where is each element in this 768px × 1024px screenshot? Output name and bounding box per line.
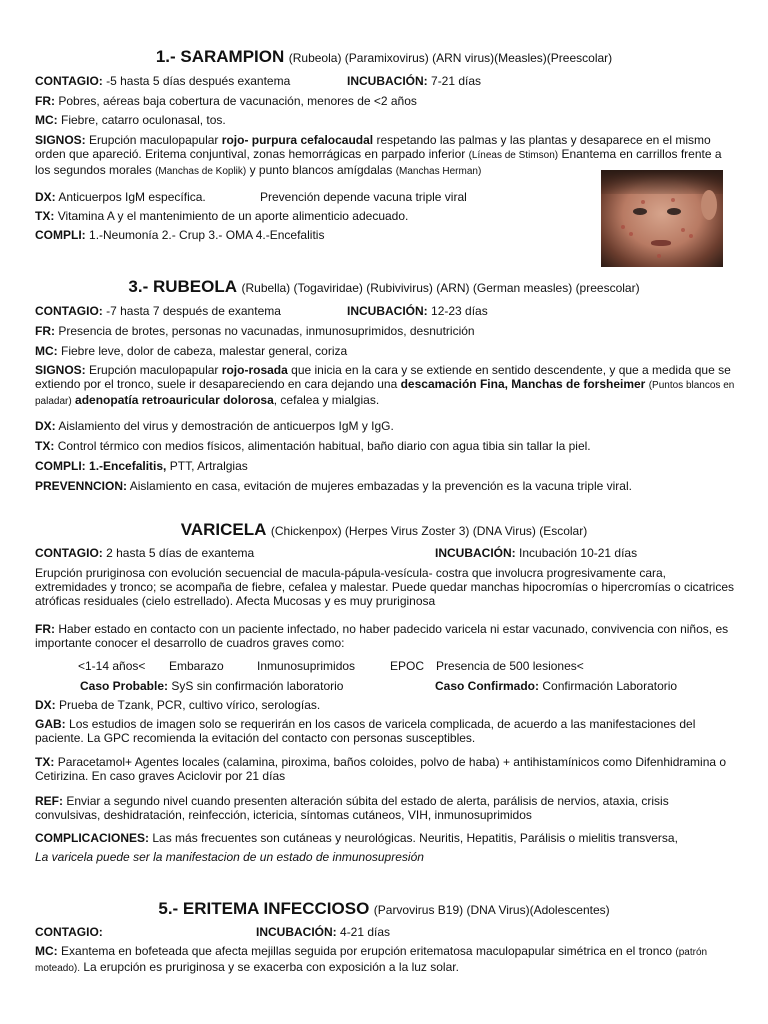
sarampion-mc: MC: Fiebre, catarro oculonasal, tos. [35,113,226,127]
varicela-contagio-row: CONTAGIO: 2 hasta 5 días de exantema INCUBACIÓN: Incubación 10-21 días [35,546,638,560]
sarampion-subtitle: (Rubeola) (Paramixovirus) (ARN virus)(Measles)(Preescolar) [288,51,613,65]
varicela-subtitle: (Chickenpox) (Herpes Virus Zoster 3) (DNA Virus) (Escolar) [270,524,588,538]
measles-child-photo [601,170,723,267]
sarampion-tx: TX: Vitamina A y el mantenimiento de un aporte alimenticio adecuado. [35,209,409,223]
varicela-erupcion: Erupción pruriginosa con evolución secuencial de macula-pápula-vesícula- costra que involucra progresivamente cara, extremidades y tronco; se acompaña de fiebre, cefalea y malestar. Puede quedar manchas hipocromías o hipercromías o cicatrices atróficas residuales (cielo estrellado). Afecta Mucosas y es muy pruriginosa [35,566,735,608]
varicela-gab: GAB: Los estudios de imagen solo se requerirán en los casos de varicela complicada, de acuerdo a las manifestaciones del paciente. La GPC recomienda la evitación del contacto con personas susceptibles. [35,717,696,745]
rubeola-tx: TX: Control térmico con medios físicos, alimentación habitual, baño diario con agua tibia sin tallar la piel. [35,439,591,453]
rubeola-fr: FR: Presencia de brotes, personas no vacunadas, inmunosuprimidos, desnutrición [35,324,475,338]
varicela-complicaciones: COMPLICACIONES: Las más frecuentes son cutáneas y neurológicas. Neuritis, Hepatitis, Parálisis o mielitis transversa, [35,831,678,845]
rubeola-prevencion: PREVENNCION: Aislamiento en casa, evitación de mujeres embazadas y la prevención es la vacuna triple viral. [35,479,632,493]
sarampion-signos: SIGNOS: Erupción maculopapular rojo- purpura cefalocaudal respetando las palmas y las plantas y desaparece en el mismo orden que apareció. Eritema conjuntival, zonas hemorrágicas en parpado inferior (Líneas de Stimson) Enantema en carrillos frente a los segundos morales (Manchas de Koplik) y punto blancos amígdalas (Manchas Herman) [35,133,722,177]
document-page: 1.- SARAMPION (Rubeola) (Paramixovirus) (ARN virus)(Measles)(Preescolar) CONTAGIO: -5 hasta 5 días después exantema INCUBACIÓN: 7-21 días FR: Pobres, aéreas baja cobertura de vacunación, menores de <2 años MC: Fiebre, catarro oculonasal, tos. SIGNOS: Erupción maculopapular rojo- purpura cefalocaudal respetando las palmas y las plantas y desaparece en el mismo orden que apareció. Eritema conjuntival, zonas hemorrágicas en parpado inferior (Líneas de Stimson) Enantema en carrillos frente a los segundos morales (Manchas de Koplik) y punto blancos amígdalas (Manchas Herman) DX: Anticuerpos IgM específica. Prevención depende vacuna triple viral TX: Vitamina A y el mantenimiento de un aporte alimenticio adecuado. COMPLI: 1.-Neumonía 2.- Crup 3.- OMA 4.-Encefalitis 3.- RUBEOLA (Rubella) (Togaviridae) (Rubivivirus) (ARN) (German measles) (preescolar) CONTAGIO: -7 hasta 7 después de exantema INCUBACIÓN: 12-23 días FR: Presencia de brotes, personas no vacunadas, inmunosuprimidos, desnutrición MC: Fiebre leve, dolor de cabeza, malestar general, coriza SIGNOS: Erupción maculopapular rojo-rosada que inicia en la cara y se extiende en sentido descendente, y que a medida que se extiendo por el tronco, suele ir desapareciendo en cara dejando una descamación Fina, Manchas de forsheimer (Puntos blancos en paladar) adenopatía retroauricular dolorosa, cefalea y mialgias. DX: Aislamiento del virus y demostración de anticuerpos IgM y IgG. TX: Control térmico con medios físicos, alimentación habitual, baño diario con agua tibia sin tallar la piel. COMPLI: 1.-Encefalitis, PTT, Artralgias PREVENNCION: Aislamiento en casa, evitación de mujeres embazadas y la prevención es la vacuna triple viral. VARICELA (Chickenpox) (Herpes Virus Zoster 3) (DNA Virus) (Escolar) CONTAGIO: 2 hasta 5 días de exantema INCUBACIÓN: Incubación 10-21 días Erupción pruriginosa con evolución secuencial de macula-pápula-vesícula- costra que involucra progresivamente cara, extremidades y tronco; se acompaña de fiebre, cefalea y malestar. Puede quedar manchas hipocromías o hipercromías o cicatrices atróficas residuales (cielo estrellado). Afecta Mucosas y es muy pruriginosa FR: Haber estado en contacto con un paciente infectado, no haber padecido varicela ni estar vacunado, convivencia con niños, es importante conocer el desarrollo de cuadros graves como: <1-14 años< Embarazo Inmunosuprimidos EPOC Presencia de 500 lesiones< Caso Probable: SyS sin confirmación laboratorio Caso Confirmado: Confirmación Laboratorio DX: Prueba de Tzank, PCR, cultivo vírico, serologías. GAB: Los estudios de imagen solo se requerirán en los casos de varicela complicada, de acuerdo a las manifestaciones del paciente. La GPC recomienda la evitación del contacto con personas susceptibles. TX: Paracetamol+ Agentes locales (calamina, piroxima, baños coloides, polvo de haba) + antihistamínicos como Difenhidramina o Cetirizina. En caso graves Aciclovir por 21 días REF: Enviar a segundo nivel cuando presenten alteración súbita del estado de alerta, parálisis de nervios, ataxia, crisis convulsivas, deshidratación, reinfección, ictericia, síntomas cutáneos, VIH, inmunosuprimidos COMPLICACIONES: Las más frecuentes son cutáneas y neurológicas. Neuritis, Hepatitis, Parálisis o mielitis transversa, La varicela puede ser la manifestacion de un estado de inmunosupresión 5.- ERITEMA INFECCIOSO (Parvovirus B19) (DNA Virus)(Adolescentes) CONTAGIO: INCUBACIÓN: 4-21 días MC: Exantema en bofeteada que afecta mejillas seguida por erupción eritematosa maculopapular simétrica en el tronco (patrón moteado). La erupción es pruriginosa y se exacerba con exposición a la luz solar. [0,0,768,1024]
sarampion-prevencion: Prevención depende vacuna triple viral [260,190,467,204]
eritema-contagio-row: CONTAGIO: INCUBACIÓN: 4-21 días [35,925,391,939]
varicela-title: VARICELA [180,520,267,539]
varicela-dx: DX: Prueba de Tzank, PCR, cultivo vírico, serologías. [35,698,321,712]
sarampion-compli: COMPLI: 1.-Neumonía 2.- Crup 3.- OMA 4.-Encefalitis [35,228,325,242]
varicela-tx: TX: Paracetamol+ Agentes locales (calamina, piroxima, baños coloides, polvo de haba) + antihistamínicos como Difenhidramina o Cetirizina. En caso graves Aciclovir por 21 días [35,755,727,783]
varicela-ref: REF: Enviar a segundo nivel cuando presenten alteración súbita del estado de alerta, parálisis de nervios, ataxia, crisis convulsivas, deshidratación, reinfección, ictericia, síntomas cutáneos, VIH, inmunosuprimidos [35,794,669,822]
varicela-nota: La varicela puede ser la manifestacion de un estado de inmunosupresión [35,850,424,864]
rubeola-subtitle: (Rubella) (Togaviridae) (Rubivivirus) (ARN) (German measles) (preescolar) [241,281,640,295]
eritema-title: 5.- ERITEMA INFECCIOSO [158,899,370,918]
varicela-heading [0,520,768,540]
rubeola-heading [0,277,768,297]
eritema-heading [0,899,768,919]
varicela-fr: FR: Haber estado en contacto con un paciente infectado, no haber padecido varicela ni estar vacunado, convivencia con niños, es importante conocer el desarrollo de cuadros graves como: [35,622,729,650]
eritema-mc: MC: Exantema en bofeteada que afecta mejillas seguida por erupción eritematosa maculopapular simétrica en el tronco (patrón moteado). La erupción es pruriginosa y se exacerba con exposición a la luz solar. [35,944,708,974]
rubeola-contagio-row: CONTAGIO: -7 hasta 7 después de exantema INCUBACIÓN: 12-23 días [35,304,488,318]
sarampion-title: 1.- SARAMPION [155,47,285,66]
sarampion-contagio-row: CONTAGIO: -5 hasta 5 días después exantema INCUBACIÓN: 7-21 días [35,74,482,88]
rubeola-dx: DX: Aislamiento del virus y demostración de anticuerpos IgM y IgG. [35,419,394,433]
rubeola-signos: SIGNOS: Erupción maculopapular rojo-rosada que inicia en la cara y se extiende en sentido descendente, y que a medida que se extiendo por el tronco, suele ir desapareciendo en cara dejando una descamación Fina, Manchas de forsheimer (Puntos blancos en paladar) adenopatía retroauricular dolorosa, cefalea y mialgias. [35,363,735,407]
rubeola-mc: MC: Fiebre leve, dolor de cabeza, malestar general, coriza [35,344,348,358]
rubeola-title: 3.- RUBEOLA [128,277,238,296]
rubeola-compli: COMPLI: 1.-Encefalitis, PTT, Artralgias [35,459,248,473]
eritema-subtitle: (Parvovirus B19) (DNA Virus)(Adolescentes) [373,903,610,917]
sarampion-heading [0,47,768,67]
sarampion-dx: DX: Anticuerpos IgM específica. Prevención depende vacuna triple viral [35,190,467,204]
sarampion-fr: FR: Pobres, aéreas baja cobertura de vacunación, menores de <2 años [35,94,417,108]
